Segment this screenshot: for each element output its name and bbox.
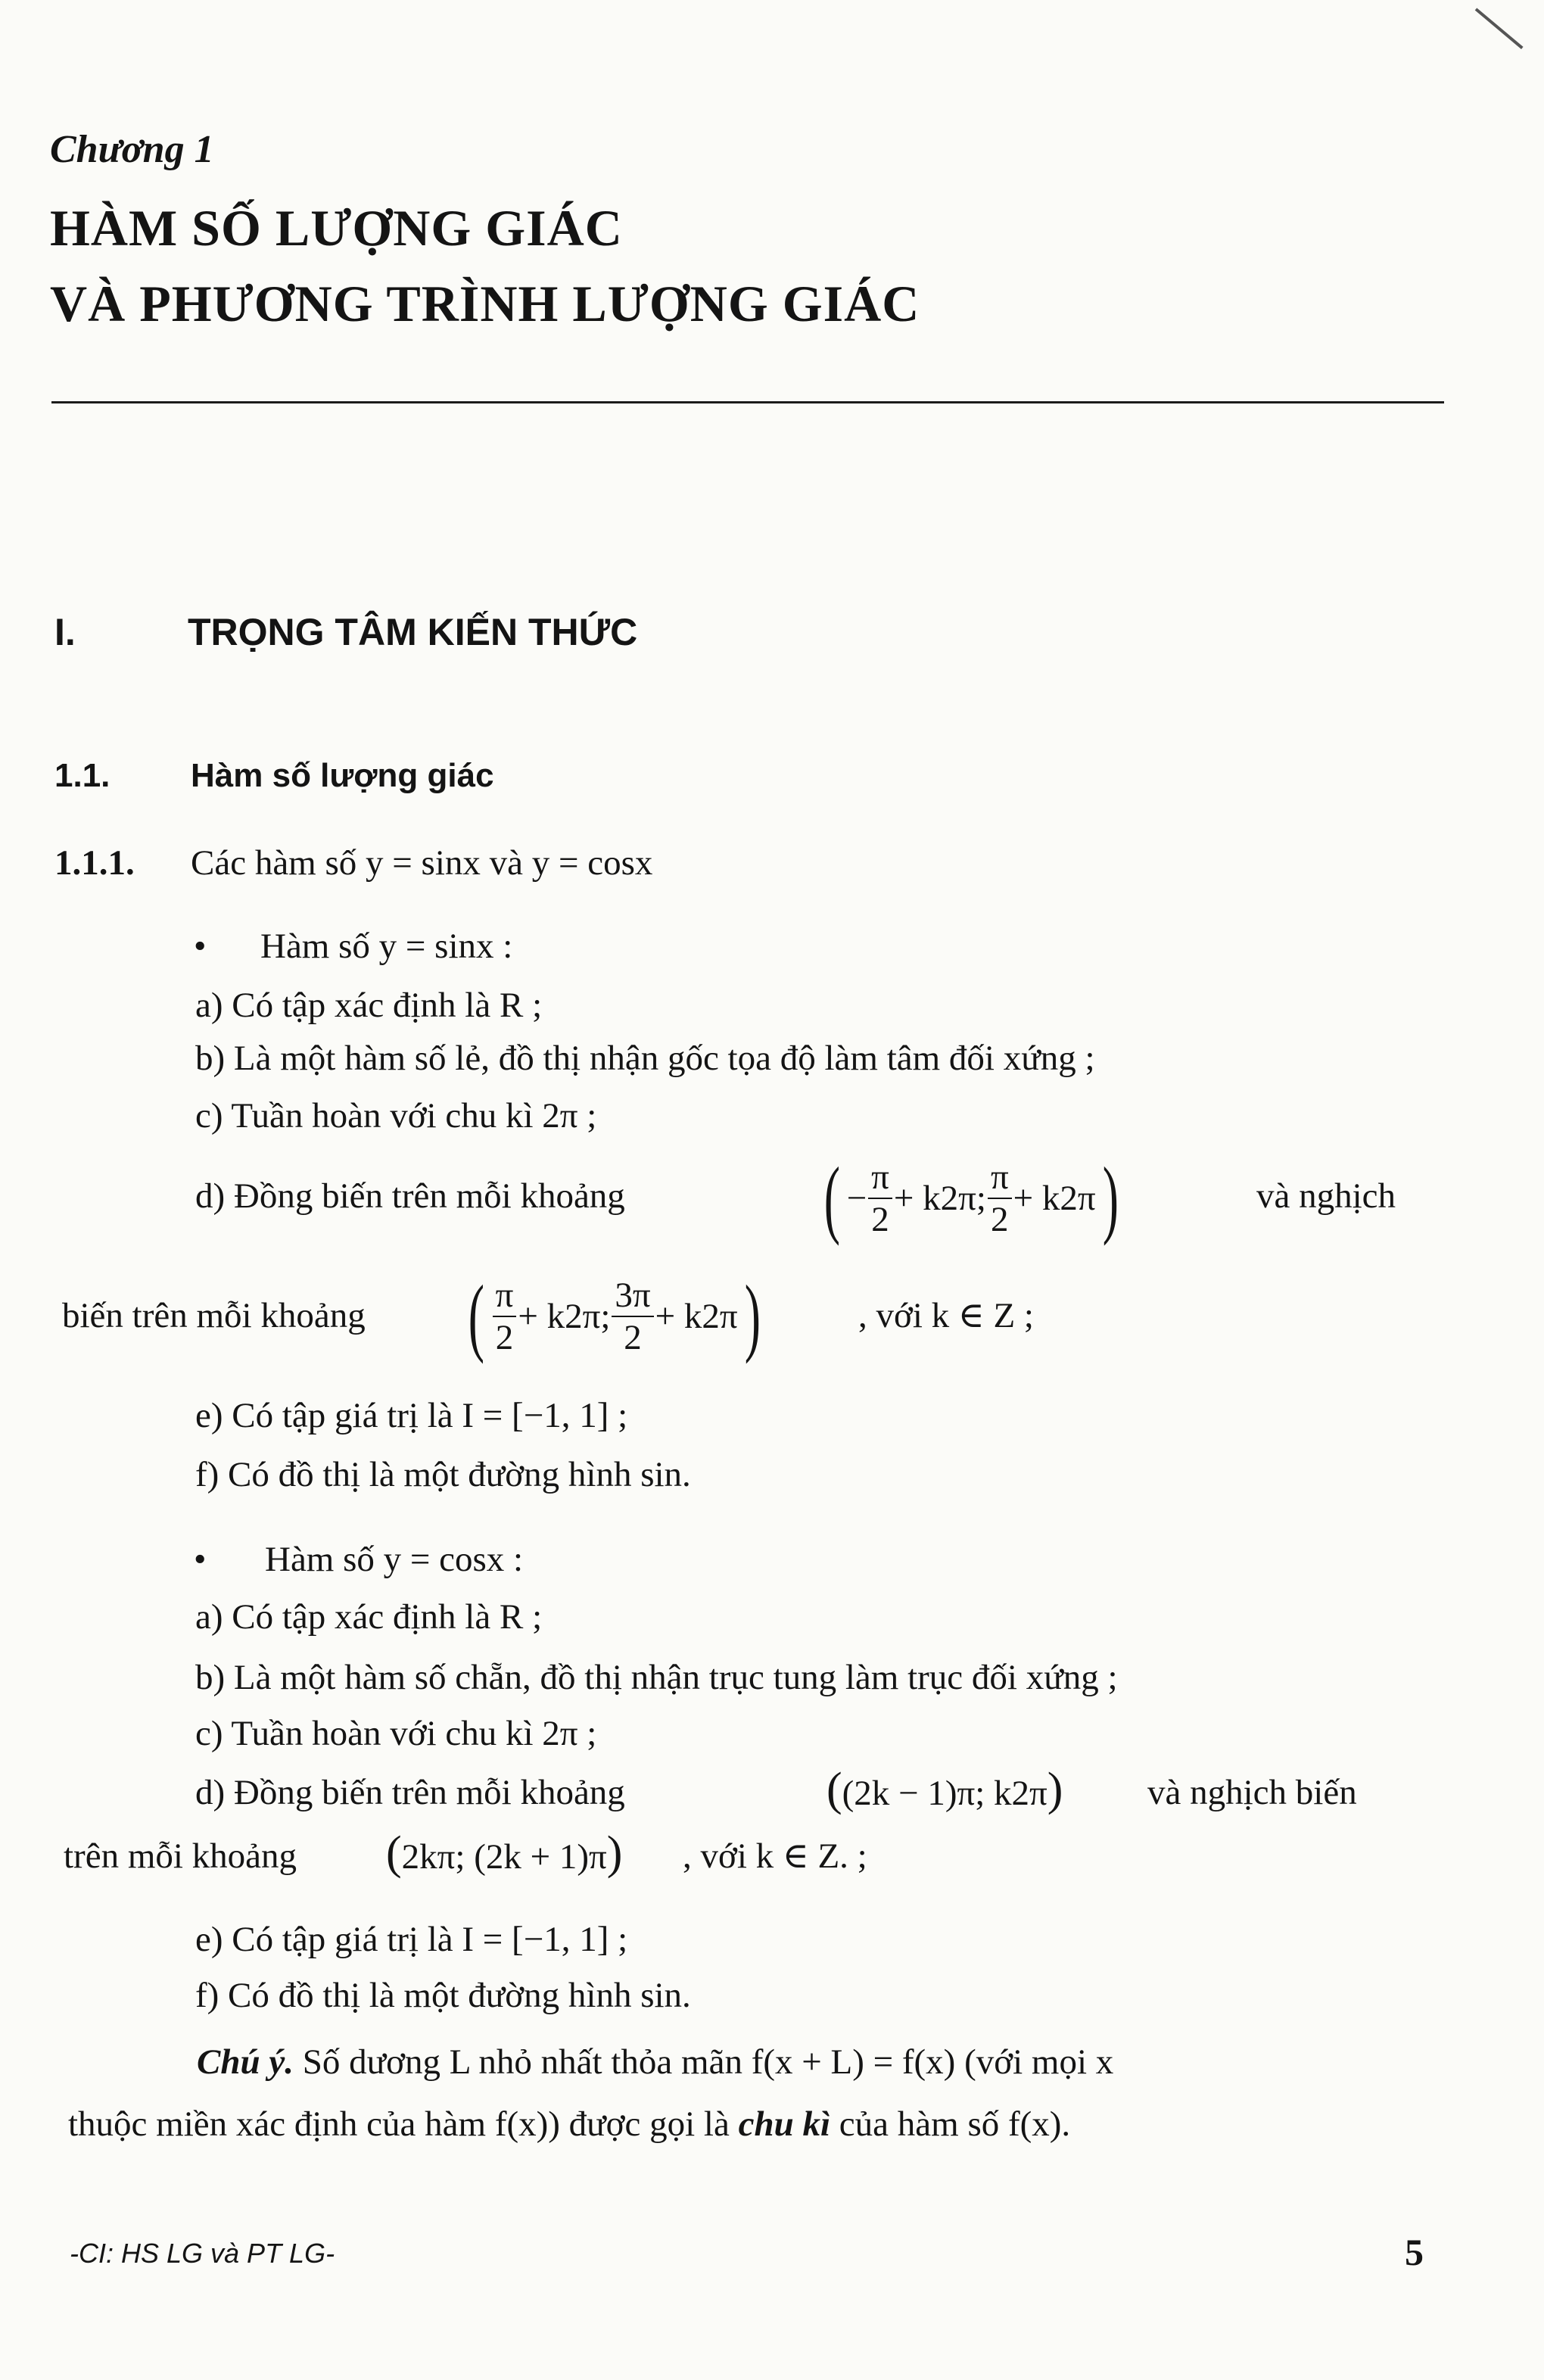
fraction-denominator: 2 (988, 1198, 1012, 1238)
fraction-denominator: 2 (868, 1198, 892, 1238)
left-paren: ( (823, 1150, 840, 1247)
chapter-label: Chương 1 (50, 128, 214, 171)
chapter-title-line-2: VÀ PHƯƠNG TRÌNH LƯỢNG GIÁC (50, 275, 920, 332)
left-paren: ( (468, 1268, 484, 1365)
chapter-title-line-1: HÀM SỐ LƯỢNG GIÁC (50, 199, 623, 257)
fraction (868, 1157, 892, 1239)
note-emphasis: chu kì (738, 2104, 831, 2144)
sin-item-c: c) Tuần hoàn với chu kì 2π ; (195, 1096, 597, 1135)
right-paren: ) (606, 1827, 623, 1879)
footer-running-title: -CI: HS LG và PT LG- (70, 2238, 335, 2269)
cos-item-d2-lead: trên mỗi khoảng (64, 1836, 297, 1876)
cos-item-d-interval (826, 1764, 1063, 1815)
page-number: 5 (1405, 2231, 1424, 2273)
note-line-2 (68, 2103, 1070, 2145)
fraction (988, 1157, 1012, 1239)
cos-item-d-tail: và nghịch biến (1147, 1773, 1357, 1812)
sin-bullet: • (194, 927, 207, 966)
right-paren: ) (1102, 1150, 1119, 1247)
note-text: thuộc miền xác định của hàm f(x)) được gọi là (68, 2104, 730, 2144)
cos-item-d-lead: d) Đồng biến trên mỗi khoảng (195, 1773, 625, 1812)
cos-item-d2-tail: , với k ∈ Z. ; (683, 1836, 867, 1876)
interval-text: (2k − 1)π; k2π (842, 1774, 1047, 1813)
corner-scan-mark (1475, 8, 1524, 48)
cos-bullet: • (194, 1540, 207, 1579)
fraction-numerator: π (495, 1275, 514, 1315)
sin-item-d2-tail: , với k ∈ Z ; (858, 1296, 1034, 1335)
left-paren: ( (826, 1764, 842, 1815)
cos-heading: Hàm số y = cosx : (265, 1540, 524, 1579)
sin-item-a: a) Có tập xác định là R ; (195, 986, 543, 1025)
subsection-title: Hàm số lượng giác (191, 757, 494, 794)
right-paren: ) (1047, 1764, 1063, 1815)
cos-item-e: e) Có tập giá trị là I = [−1, 1] ; (195, 1920, 628, 1959)
note-line-1 (197, 2041, 1113, 2083)
cos-item-f: f) Có đồ thị là một đường hình sin. (195, 1976, 691, 2015)
interval-text: 2kπ; (2k + 1)π (401, 1837, 607, 1877)
term: + k2π (1013, 1179, 1096, 1218)
left-paren: ( (386, 1827, 402, 1879)
fraction (493, 1275, 517, 1357)
fraction-denominator: 2 (612, 1316, 653, 1356)
section-title: TRỌNG TÂM KIẾN THỨC (188, 611, 638, 653)
subsection-number: 1.1. (54, 757, 111, 794)
fraction (612, 1275, 653, 1357)
right-paren: ) (744, 1268, 761, 1365)
fraction-numerator: π (871, 1157, 889, 1197)
sin-item-d2-lead: biến trên mỗi khoảng (62, 1296, 366, 1335)
fraction-numerator: π (990, 1157, 1009, 1197)
note-text: của hàm số f(x). (839, 2104, 1071, 2144)
note-text: Số dương L nhỏ nhất thỏa mãn f(x + L) = f(x) (với mọi x (302, 2042, 1114, 2082)
subsubsection-number: 1.1.1. (54, 843, 135, 883)
subsubsection-title: Các hàm số y = sinx và y = cosx (191, 843, 653, 883)
sin-item-e: e) Có tập giá trị là I = [−1, 1] ; (195, 1396, 628, 1435)
note-label: Chú ý. (197, 2042, 294, 2082)
sin-item-d2-interval (462, 1260, 767, 1373)
fraction-denominator: 2 (493, 1316, 517, 1356)
sin-item-d-interval (817, 1142, 1125, 1255)
sin-item-d-lead: d) Đồng biến trên mỗi khoảng (195, 1176, 625, 1216)
sin-item-f: f) Có đồ thị là một đường hình sin. (195, 1455, 691, 1494)
section-number: I. (54, 611, 76, 653)
cos-item-c: c) Tuần hoàn với chu kì 2π ; (195, 1714, 597, 1753)
term: + k2π (655, 1297, 738, 1336)
cos-item-d2-interval (386, 1827, 623, 1879)
cos-item-a: a) Có tập xác định là R ; (195, 1597, 543, 1637)
minus-sign: − (846, 1179, 867, 1218)
sin-item-d-tail: và nghịch (1256, 1176, 1396, 1216)
chapter-divider (51, 401, 1444, 403)
sin-heading: Hàm số y = sinx : (260, 927, 513, 966)
term: + k2π; (893, 1179, 986, 1218)
term: + k2π; (518, 1297, 611, 1336)
cos-item-b: b) Là một hàm số chẵn, đồ thị nhận trục tung làm trục đối xứng ; (195, 1658, 1118, 1697)
fraction-numerator: 3π (615, 1275, 651, 1315)
sin-item-b: b) Là một hàm số lẻ, đồ thị nhận gốc tọa độ làm tâm đối xứng ; (195, 1039, 1095, 1078)
